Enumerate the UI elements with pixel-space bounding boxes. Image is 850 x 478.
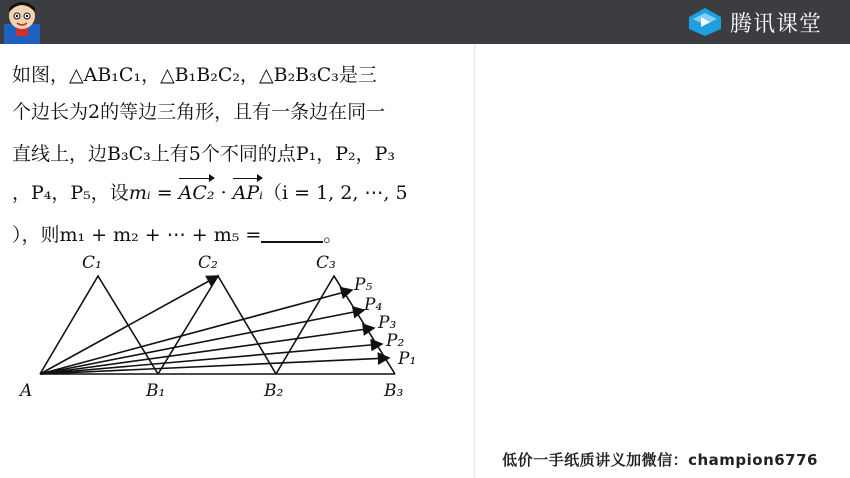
blank-panel (474, 44, 850, 478)
question-line-3: 直线上，边B₃C₃上有5个不同的点P₁，P₂，P₃ (12, 143, 396, 165)
watermark-text: 低价一手纸质讲义加微信：champion6776 (502, 451, 818, 469)
question-line-5 (12, 222, 342, 248)
label-c3: C₃ (316, 253, 336, 273)
label-p5: P₅ (354, 275, 373, 295)
vector-api: APᵢ (232, 182, 263, 204)
label-p1: P₁ (398, 349, 417, 369)
index-range: （i = 1, 2, ⋯, 5 (263, 182, 408, 204)
dot-operator: · (214, 182, 233, 204)
vector-ap4-arrow (40, 310, 364, 374)
teacher-avatar-icon (2, 0, 42, 44)
sum-expression: ），则m₁ + m₂ + ⋯ + m₅ = (12, 224, 262, 246)
label-a: A (20, 381, 33, 401)
label-c2: C₂ (198, 253, 218, 273)
question-line-4a: ，P₄，P₅，设 (12, 182, 129, 204)
triangle-1 (40, 276, 158, 374)
vector-ac2: AC₂ (178, 182, 215, 204)
brand-name: 腾讯课堂 (729, 11, 822, 37)
label-p2: P₂ (386, 331, 405, 351)
play-logo-icon (688, 7, 722, 37)
label-p3: P₃ (378, 313, 397, 333)
brand-logo (688, 6, 822, 38)
question-line-4 (12, 180, 408, 206)
label-p4: P₄ (364, 295, 383, 315)
m-i-expr: mᵢ = (128, 182, 179, 204)
vector-ap2-arrow (40, 344, 382, 374)
top-bar (0, 0, 850, 44)
period: 。 (323, 224, 343, 246)
label-b2: B₂ (264, 381, 284, 401)
triangle-2 (158, 276, 276, 374)
question-line-1: 如图，△AB₁C₁，△B₁B₂C₂，△B₂B₃C₃是三 (12, 64, 377, 86)
label-b3: B₃ (384, 381, 404, 401)
question-line-2: 个边长为2的等边三角形，且有一条边在同一 (12, 101, 386, 123)
vector-ac2-arrow (40, 276, 218, 374)
label-b1: B₁ (146, 381, 166, 401)
answer-blank (261, 223, 323, 243)
geometry-figure (12, 250, 432, 410)
label-c1: C₁ (82, 253, 102, 273)
